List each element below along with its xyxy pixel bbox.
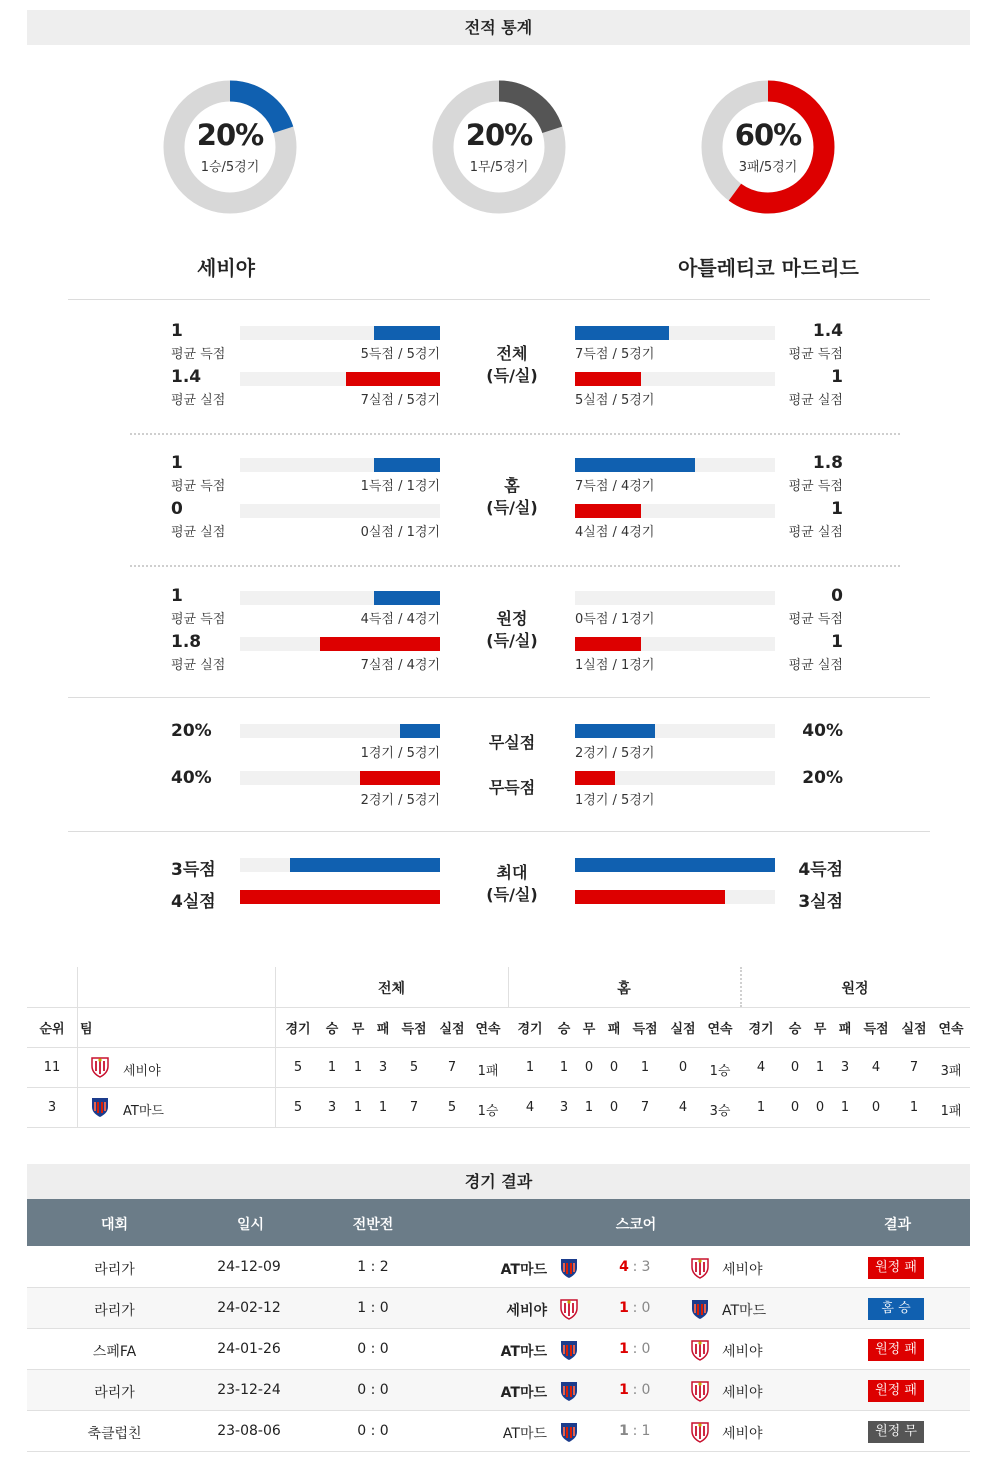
stat-cell: 1패 xyxy=(477,1064,499,1079)
bar-track xyxy=(240,458,440,472)
stat-cell: 5 xyxy=(447,1100,457,1115)
atletico-crest-icon xyxy=(559,1421,579,1447)
bar-track xyxy=(240,504,440,518)
stat-value: 20% xyxy=(171,721,212,741)
home-team-cell[interactable]: AT마드 xyxy=(502,1426,547,1442)
conceded-bar xyxy=(575,637,641,651)
rank-header: 순위 xyxy=(39,1022,65,1037)
col-header: 연속 xyxy=(938,1022,964,1037)
standings-table xyxy=(27,967,970,1127)
stat-caption: 5득점 / 5경기 xyxy=(360,347,440,362)
stat-value: 4득점 xyxy=(798,860,843,880)
sevilla-crest-icon xyxy=(690,1421,710,1447)
stat-value: 1.4 xyxy=(171,367,202,387)
conceded-bar xyxy=(575,372,641,386)
stat-caption: 7득점 / 5경기 xyxy=(575,347,655,362)
divider xyxy=(68,831,930,832)
sevilla-crest-icon xyxy=(690,1380,710,1406)
date-cell: 24-02-12 xyxy=(217,1300,281,1316)
draw-rate-donut xyxy=(432,80,566,214)
stat-label: 평균 득점 xyxy=(788,479,843,494)
sevilla-crest-icon xyxy=(90,1056,110,1082)
col-header: 승 xyxy=(557,1022,571,1037)
stat-label: 평균 득점 xyxy=(788,612,843,627)
stat-cell: 1승 xyxy=(477,1104,499,1119)
col-header: 실점 xyxy=(439,1022,465,1037)
stat-caption: 5실점 / 5경기 xyxy=(575,393,655,408)
stat-value: 1.8 xyxy=(812,453,843,473)
stat-value: 0 xyxy=(831,586,843,606)
col-header: 무 xyxy=(582,1022,596,1037)
stat-value: 40% xyxy=(802,721,843,741)
win-rate-detail: 1승/5경기 xyxy=(200,160,260,175)
stat-caption: 7실점 / 4경기 xyxy=(360,658,440,673)
home-score: 1 xyxy=(619,1423,629,1439)
team-cell[interactable]: 세비야 xyxy=(123,1064,161,1079)
dotted-divider xyxy=(130,565,900,567)
group-header: 전체 xyxy=(377,981,406,997)
col-header: 무 xyxy=(813,1022,827,1037)
col-header: 승 xyxy=(325,1022,339,1037)
result-badge: 원정 패 xyxy=(868,1380,924,1402)
table-rule xyxy=(77,967,78,1127)
home-score: 1 xyxy=(619,1382,629,1398)
stat-caption: 7득점 / 4경기 xyxy=(575,479,655,494)
stat-category: 무실점 xyxy=(488,733,536,752)
stat-value: 3실점 xyxy=(798,892,843,912)
stat-cell: 3 xyxy=(559,1100,569,1115)
col-header: 실점 xyxy=(901,1022,927,1037)
results-header xyxy=(27,1199,970,1246)
result-row xyxy=(27,1370,970,1411)
col-result: 결과 xyxy=(883,1217,912,1233)
stat-cell: 0 xyxy=(609,1100,619,1115)
stat-cell: 1 xyxy=(909,1100,919,1115)
loss-rate-detail: 3패/5경기 xyxy=(738,160,798,175)
stat-caption: 1득점 / 1경기 xyxy=(360,479,440,494)
col-header: 패 xyxy=(607,1022,621,1037)
away-score: 3 xyxy=(641,1259,651,1275)
stat-cell: 3승 xyxy=(709,1104,731,1119)
stat-label: 평균 실점 xyxy=(788,658,843,673)
col-score: 스코어 xyxy=(615,1217,657,1233)
summary-title: 전적 통계 xyxy=(27,10,970,45)
score-sep: : xyxy=(632,1341,638,1357)
conceded-bar xyxy=(575,771,615,785)
home-team-cell[interactable]: AT마드 xyxy=(500,1385,547,1401)
home-team-cell[interactable]: 세비야 xyxy=(506,1303,547,1319)
away-score: 0 xyxy=(641,1341,651,1357)
home-score: 4 xyxy=(619,1259,629,1275)
stat-label: 평균 실점 xyxy=(788,393,843,408)
stat-category: 전체 (득/실) xyxy=(486,344,538,385)
league-cell: 스페FA xyxy=(92,1344,137,1360)
atletico-crest-icon xyxy=(559,1380,579,1406)
home-team-name: 세비야 xyxy=(197,256,255,280)
home-score: 1 xyxy=(619,1341,629,1357)
stat-cell: 0 xyxy=(815,1100,825,1115)
results-title: 경기 결과 xyxy=(27,1164,970,1199)
home-score: 1 xyxy=(619,1300,629,1316)
stat-cell: 1 xyxy=(584,1100,594,1115)
sevilla-crest-icon xyxy=(690,1339,710,1365)
halftime-cell: 0 : 0 xyxy=(357,1382,389,1398)
loss-rate-percent: 60% xyxy=(734,118,802,152)
stat-label: 평균 득점 xyxy=(171,347,226,362)
col-header: 득점 xyxy=(863,1022,889,1037)
scored-bar xyxy=(575,724,655,738)
away-team-cell[interactable]: 세비야 xyxy=(722,1385,763,1401)
bar-track xyxy=(240,372,440,386)
rank-cell: 11 xyxy=(43,1060,61,1075)
bar-track xyxy=(240,858,440,872)
team-cell[interactable]: AT마드 xyxy=(123,1104,164,1119)
away-team-cell[interactable]: 세비야 xyxy=(722,1426,763,1442)
stat-value: 1 xyxy=(831,499,843,519)
stat-cell: 1 xyxy=(353,1060,363,1075)
stat-cell: 3 xyxy=(327,1100,337,1115)
date-cell: 23-08-06 xyxy=(217,1423,281,1439)
stat-caption: 2경기 / 5경기 xyxy=(575,746,655,761)
stat-cell: 0 xyxy=(790,1060,800,1075)
stat-label: 평균 득점 xyxy=(171,612,226,627)
away-team-cell[interactable]: AT마드 xyxy=(722,1303,767,1319)
stat-cell: 1 xyxy=(525,1060,535,1075)
home-team-cell[interactable]: AT마드 xyxy=(500,1262,547,1278)
score-sep: : xyxy=(632,1382,638,1398)
score-sep: : xyxy=(632,1423,638,1439)
stat-value: 1 xyxy=(831,367,843,387)
stat-caption: 0득점 / 1경기 xyxy=(575,612,655,627)
stat-value: 3득점 xyxy=(171,860,216,880)
stat-value: 40% xyxy=(171,768,212,788)
stat-cell: 1 xyxy=(840,1100,850,1115)
stat-caption: 4실점 / 4경기 xyxy=(575,525,655,540)
away-score: 0 xyxy=(641,1300,651,1316)
stat-cell: 3 xyxy=(840,1060,850,1075)
league-cell: 라리가 xyxy=(94,1262,135,1278)
stat-cell: 1패 xyxy=(940,1104,962,1119)
stat-cell: 1 xyxy=(559,1060,569,1075)
stat-label: 평균 실점 xyxy=(171,393,226,408)
stat-cell: 1 xyxy=(640,1060,650,1075)
stat-label: 평균 실점 xyxy=(171,658,226,673)
stat-cell: 5 xyxy=(293,1100,303,1115)
conceded-bar xyxy=(575,504,641,518)
bar-track xyxy=(240,326,440,340)
win-rate-donut xyxy=(163,80,297,214)
away-team-cell[interactable]: 세비야 xyxy=(722,1262,763,1278)
group-header: 원정 xyxy=(841,981,869,997)
stat-cell: 1 xyxy=(378,1100,388,1115)
table-rule xyxy=(27,1127,970,1128)
col-league: 대회 xyxy=(100,1217,129,1233)
stat-value: 1 xyxy=(171,453,183,473)
conceded-bar xyxy=(575,890,725,904)
team-header: 팀 xyxy=(80,1022,93,1037)
halftime-cell: 0 : 0 xyxy=(357,1341,389,1357)
col-header: 무 xyxy=(351,1022,365,1037)
stat-value: 0 xyxy=(171,499,183,519)
win-rate-percent: 20% xyxy=(196,118,264,152)
table-rule xyxy=(27,1087,970,1088)
bar-track xyxy=(240,591,440,605)
stat-cell: 3 xyxy=(378,1060,388,1075)
atletico-crest-icon xyxy=(559,1257,579,1283)
sevilla-crest-icon xyxy=(559,1298,579,1324)
col-header: 패 xyxy=(376,1022,390,1037)
stat-cell: 0 xyxy=(609,1060,619,1075)
league-cell: 라리가 xyxy=(94,1303,135,1319)
score-sep: : xyxy=(632,1259,638,1275)
conceded-bar xyxy=(320,637,440,651)
stat-cell: 1 xyxy=(756,1100,766,1115)
result-row xyxy=(27,1411,970,1452)
stat-caption: 0실점 / 1경기 xyxy=(360,525,440,540)
col-header: 경기 xyxy=(748,1022,774,1037)
col-date: 일시 xyxy=(236,1217,265,1233)
stat-caption: 1실점 / 1경기 xyxy=(575,658,655,673)
stat-cell: 1 xyxy=(353,1100,363,1115)
stat-label: 평균 실점 xyxy=(171,525,226,540)
stat-value: 1.4 xyxy=(812,321,843,341)
halftime-cell: 0 : 0 xyxy=(357,1423,389,1439)
stat-cell: 5 xyxy=(293,1060,303,1075)
result-badge: 홈 승 xyxy=(868,1298,924,1320)
group-header: 홈 xyxy=(617,981,631,997)
col-header: 승 xyxy=(788,1022,802,1037)
table-rule xyxy=(27,1007,970,1008)
stat-cell: 7 xyxy=(447,1060,457,1075)
stat-cell: 1 xyxy=(815,1060,825,1075)
league-cell: 라리가 xyxy=(94,1385,135,1401)
stat-cell: 4 xyxy=(756,1060,766,1075)
col-header: 득점 xyxy=(632,1022,658,1037)
loss-rate-donut xyxy=(701,80,835,214)
table-rule xyxy=(27,1047,970,1048)
stat-cell: 0 xyxy=(678,1060,688,1075)
home-team-cell[interactable]: AT마드 xyxy=(500,1344,547,1360)
stat-cell: 3패 xyxy=(940,1064,962,1079)
stat-cell: 7 xyxy=(640,1100,650,1115)
col-header: 득점 xyxy=(401,1022,427,1037)
scored-bar xyxy=(575,326,669,340)
away-score: 1 xyxy=(641,1423,651,1439)
scored-bar xyxy=(374,591,440,605)
scored-bar xyxy=(290,858,440,872)
conceded-bar xyxy=(346,372,440,386)
date-cell: 24-12-09 xyxy=(217,1259,281,1275)
stat-caption: 1경기 / 5경기 xyxy=(575,793,655,808)
conceded-bar xyxy=(360,771,440,785)
stat-label: 평균 득점 xyxy=(171,479,226,494)
stat-cell: 0 xyxy=(871,1100,881,1115)
stat-value: 1 xyxy=(171,321,183,341)
stat-value: 1.8 xyxy=(171,632,202,652)
result-row xyxy=(27,1288,970,1329)
stat-value: 20% xyxy=(802,768,843,788)
stat-category: 무득점 xyxy=(488,778,536,797)
scored-bar xyxy=(374,326,440,340)
stat-cell: 4 xyxy=(871,1060,881,1075)
date-cell: 24-01-26 xyxy=(217,1341,281,1357)
col-header: 연속 xyxy=(707,1022,733,1037)
stat-value: 1 xyxy=(171,586,183,606)
col-header: 연속 xyxy=(475,1022,501,1037)
result-badge: 원정 패 xyxy=(868,1257,924,1279)
col-header: 실점 xyxy=(670,1022,696,1037)
bar-track xyxy=(240,724,440,738)
date-cell: 23-12-24 xyxy=(217,1382,281,1398)
stat-cell: 0 xyxy=(584,1060,594,1075)
bar-track xyxy=(240,637,440,651)
scored-bar xyxy=(575,458,695,472)
stat-category: 원정 (득/실) xyxy=(486,609,538,650)
col-half: 전반전 xyxy=(352,1217,394,1233)
league-cell: 축클럽친 xyxy=(87,1426,142,1442)
scored-bar xyxy=(400,724,440,738)
stat-value: 1 xyxy=(831,632,843,652)
rank-cell: 3 xyxy=(47,1100,57,1115)
result-badge: 원정 패 xyxy=(868,1339,924,1361)
stat-caption: 2경기 / 5경기 xyxy=(360,793,440,808)
bar-track xyxy=(240,771,440,785)
dotted-divider xyxy=(130,433,900,435)
divider xyxy=(68,697,930,698)
stat-cell: 1승 xyxy=(709,1064,731,1079)
atletico-crest-icon xyxy=(690,1298,710,1324)
stat-cell: 5 xyxy=(409,1060,419,1075)
halftime-cell: 1 : 2 xyxy=(357,1259,389,1275)
bar-track xyxy=(240,890,440,904)
halftime-cell: 1 : 0 xyxy=(357,1300,389,1316)
stat-category: 홈 (득/실) xyxy=(486,476,538,517)
col-header: 경기 xyxy=(517,1022,543,1037)
stat-cell: 7 xyxy=(409,1100,419,1115)
result-badge: 원정 무 xyxy=(868,1421,924,1443)
stat-label: 평균 실점 xyxy=(788,525,843,540)
stat-category: 최대 (득/실) xyxy=(486,863,538,904)
atletico-crest-icon xyxy=(90,1096,110,1122)
result-row xyxy=(27,1247,970,1288)
result-row xyxy=(27,1329,970,1370)
draw-rate-detail: 1무/5경기 xyxy=(469,160,529,175)
stat-cell: 4 xyxy=(525,1100,535,1115)
draw-rate-percent: 20% xyxy=(465,118,533,152)
sevilla-crest-icon xyxy=(690,1257,710,1283)
divider xyxy=(68,299,930,300)
stat-cell: 0 xyxy=(790,1100,800,1115)
score-sep: : xyxy=(632,1300,638,1316)
stat-caption: 1경기 / 5경기 xyxy=(360,746,440,761)
away-team-name: 아틀레티코 마드리드 xyxy=(678,256,859,280)
stat-caption: 7실점 / 5경기 xyxy=(360,393,440,408)
col-header: 패 xyxy=(838,1022,852,1037)
stat-value: 4실점 xyxy=(171,892,216,912)
scored-bar xyxy=(374,458,440,472)
stat-cell: 4 xyxy=(678,1100,688,1115)
atletico-crest-icon xyxy=(559,1339,579,1365)
stat-cell: 1 xyxy=(327,1060,337,1075)
stat-label: 평균 득점 xyxy=(788,347,843,362)
col-header: 경기 xyxy=(285,1022,311,1037)
away-score: 0 xyxy=(641,1382,651,1398)
stat-caption: 4득점 / 4경기 xyxy=(360,612,440,627)
away-team-cell[interactable]: 세비야 xyxy=(722,1344,763,1360)
conceded-bar xyxy=(240,890,440,904)
stat-cell: 7 xyxy=(909,1060,919,1075)
